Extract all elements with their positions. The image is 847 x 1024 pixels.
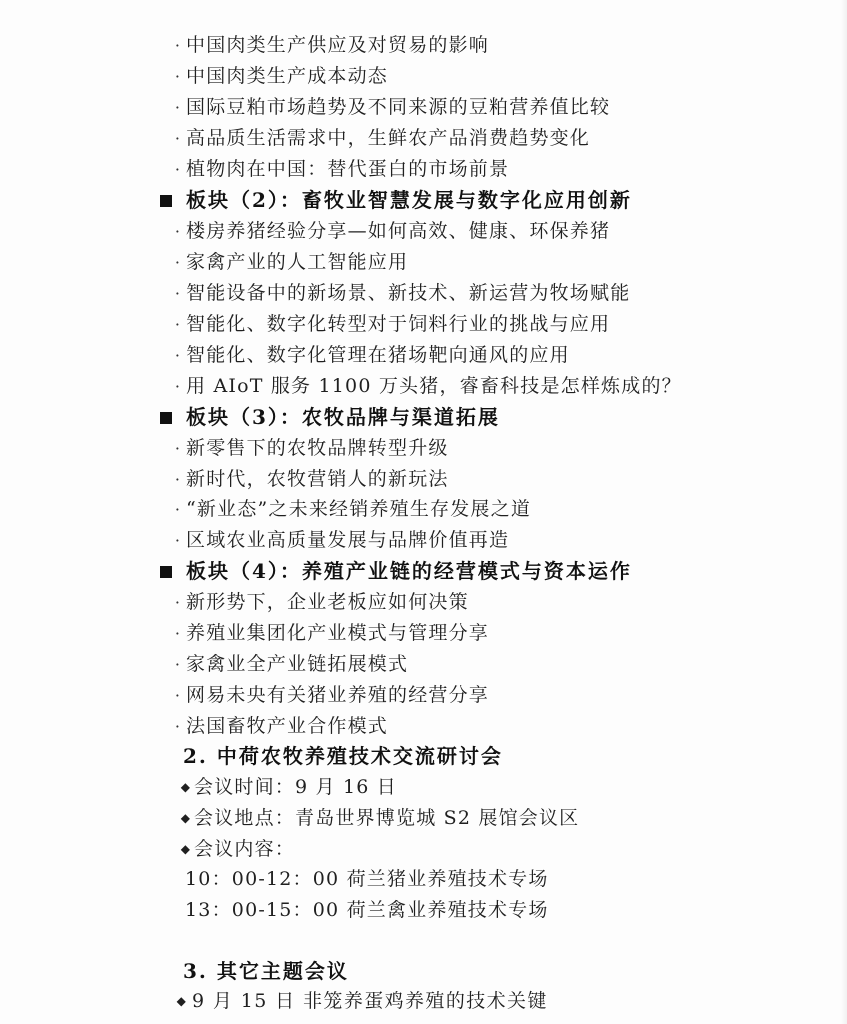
bullet-dot-icon: ·	[174, 98, 182, 117]
square-bullet-icon	[160, 566, 172, 578]
bullet-dot-icon: ·	[174, 439, 182, 458]
bullet-dot-icon: ·	[174, 253, 182, 272]
list-item	[170, 222, 610, 241]
list-item-text: 国际豆粕市场趋势及不同来源的豆粕营养值比较	[186, 96, 611, 118]
list-item	[170, 160, 509, 179]
section-heading-2	[160, 190, 632, 210]
list-item-text: 新形势下，企业老板应如何决策	[186, 591, 469, 613]
bullet-dot-icon: ·	[174, 36, 182, 55]
list-item-text: 高品质生活需求中，生鲜农产品消费趋势变化	[186, 127, 591, 149]
bullet-dot-icon: ·	[174, 500, 182, 519]
list-item-text: 中国肉类生产供应及对贸易的影响	[186, 34, 490, 56]
list-item-text: 中国肉类生产成本动态	[186, 65, 389, 87]
list-item-text: 家禽业全产业链拓展模式	[186, 653, 409, 675]
bullet-dot-icon: ·	[174, 531, 182, 550]
square-bullet-icon	[160, 412, 172, 424]
meeting-location	[178, 809, 579, 828]
list-item	[170, 377, 682, 396]
bullet-dot-icon: ·	[174, 470, 182, 489]
schedule-item: 13：00-15：00 荷兰禽业养殖技术专场	[185, 899, 549, 921]
list-item	[170, 36, 489, 55]
list-item	[170, 439, 449, 458]
section-title: 板块（2）：畜牧业智慧发展与数字化应用创新	[186, 188, 632, 212]
list-item	[170, 531, 509, 550]
bullet-dot-icon: ·	[174, 67, 182, 86]
section-heading-4	[160, 561, 632, 581]
list-item-text: 楼房养猪经验分享—如何高效、健康、环保养猪	[186, 220, 611, 242]
list-item	[170, 500, 531, 519]
list-item	[170, 655, 408, 674]
list-item-text: 智能设备中的新场景、新技术、新运营为牧场赋能	[186, 282, 631, 304]
meeting-location-text: 会议地点：青岛世界博览城 S2 展馆会议区	[194, 807, 580, 829]
meeting-time-text: 会议时间：9 月 16 日	[194, 776, 397, 798]
list-item-text: 法国畜牧产业合作模式	[186, 715, 389, 737]
list-item	[170, 284, 630, 303]
bullet-dot-icon: ·	[174, 655, 182, 674]
meeting-3-heading: 3. 其它主题会议	[183, 959, 349, 983]
meeting-content-label	[178, 840, 295, 859]
bullet-dot-icon: ·	[174, 315, 182, 334]
bullet-dot-icon: ·	[174, 377, 182, 396]
list-item-text: 智能化、数字化转型对于饲料行业的挑战与应用	[186, 313, 611, 335]
diamond-bullet-icon: ◆	[180, 842, 192, 856]
bullet-dot-icon: ·	[174, 129, 182, 148]
list-item-text: 用 AIoT 服务 1100 万头猪，睿畜科技是怎样炼成的？	[186, 375, 682, 397]
list-item	[170, 624, 489, 643]
meeting-2-heading: 2. 中荷农牧养殖技术交流研讨会	[183, 744, 503, 768]
page-edge-shadow	[841, 0, 847, 1024]
bullet-dot-icon: ·	[174, 284, 182, 303]
diamond-bullet-icon: ◆	[180, 780, 192, 794]
list-item	[170, 686, 489, 705]
list-item-text: 新时代，农牧营销人的新玩法	[186, 468, 449, 490]
other-meeting-item	[172, 992, 548, 1011]
bullet-dot-icon: ·	[174, 624, 182, 643]
list-item	[170, 98, 610, 117]
bullet-dot-icon: ·	[174, 222, 182, 241]
list-item	[170, 129, 590, 148]
diamond-bullet-icon: ◆	[180, 811, 192, 825]
list-item-text: 植物肉在中国：替代蛋白的市场前景	[186, 158, 510, 180]
bullet-dot-icon: ·	[174, 160, 182, 179]
list-item	[170, 470, 449, 489]
list-item-text: 养殖业集团化产业模式与管理分享	[186, 622, 490, 644]
bullet-dot-icon: ·	[174, 593, 182, 612]
meeting-time	[178, 778, 397, 797]
schedule-item: 10：00-12：00 荷兰猪业养殖技术专场	[185, 868, 549, 890]
section-heading-3	[160, 407, 500, 427]
bullet-dot-icon: ·	[174, 717, 182, 736]
other-meeting-text: 9 月 15 日 非笼养蛋鸡养殖的技术关键	[192, 990, 548, 1012]
square-bullet-icon	[160, 195, 172, 207]
list-item	[170, 593, 469, 612]
bullet-dot-icon: ·	[174, 346, 182, 365]
section-title: 板块（4）：养殖产业链的经营模式与资本运作	[186, 559, 632, 583]
list-item	[170, 717, 388, 736]
list-item	[170, 67, 388, 86]
meeting-content-label-text: 会议内容：	[194, 838, 296, 860]
list-item	[170, 253, 408, 272]
list-item-text: 区域农业高质量发展与品牌价值再造	[186, 529, 510, 551]
list-item-text: 家禽产业的人工智能应用	[186, 251, 409, 273]
bullet-dot-icon: ·	[174, 686, 182, 705]
list-item	[170, 315, 610, 334]
list-item-text: 新零售下的农牧品牌转型升级	[186, 437, 449, 459]
diamond-bullet-icon: ◆	[176, 994, 188, 1008]
list-item-text: “新业态”之未来经销养殖生存发展之道	[186, 498, 532, 520]
list-item-text: 智能化、数字化管理在猪场靶向通风的应用	[186, 344, 570, 366]
list-item	[170, 346, 570, 365]
list-item-text: 网易未央有关猪业养殖的经营分享	[186, 684, 490, 706]
section-title: 板块（3）：农牧品牌与渠道拓展	[186, 405, 500, 429]
